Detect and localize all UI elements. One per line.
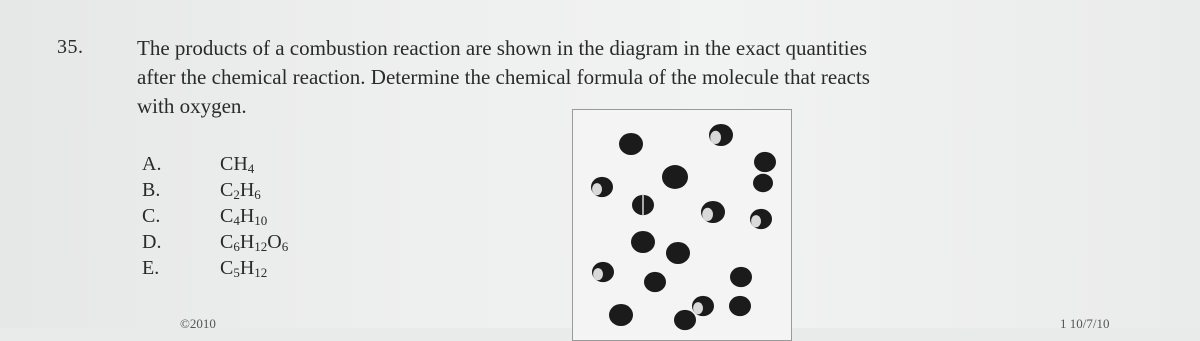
molecule-atom [632,194,654,216]
choice-formula: $C_6H_{12}O_6$ [220,231,289,254]
choice-letter: C. [142,205,161,227]
molecule-atom [662,165,688,189]
molecule-atom [753,174,773,192]
footer-right: 1 10/7/10 [1060,316,1110,331]
choice-formula: $C_2H_6$ [220,179,261,202]
stem-line-2: after the chemical reaction. Determine the chemical formula of the molecule that reacts [137,65,870,89]
question-number: 35. [57,36,84,58]
molecule-atom [754,152,776,172]
molecule-atom [701,201,725,223]
choice-letter: A. [142,153,162,175]
footer-left: ©2010 [180,316,216,331]
molecule-atom [609,304,633,326]
choice-letter: D. [142,231,162,253]
molecule-atom [674,310,696,330]
molecule-atom [692,296,714,316]
molecule-atom [730,267,752,287]
molecule-diagram [572,109,792,341]
molecule-atom [631,231,655,253]
question-stem [137,34,1017,121]
molecule-atom [750,209,772,229]
molecule-atom [644,272,666,292]
molecule-atom [619,133,643,155]
choice-formula: $C_5H_{12}$ [220,257,268,280]
molecule-atom [729,296,751,316]
molecule-atom [709,124,733,146]
stem-line-1: The products of a combustion reaction are shown in the diagram in the exact quantities [137,36,868,60]
choice-formula: $CH_4$ [220,153,255,176]
choice-letter: E. [142,257,160,279]
molecule-atom [591,177,613,197]
molecule-atom [666,242,690,264]
molecule-atom [592,262,614,282]
stem-line-3: with oxygen. [137,94,247,118]
choice-letter: B. [142,179,161,201]
molecule-diagram-svg [573,110,791,340]
choice-formula: $C_4H_{10}$ [220,205,268,228]
